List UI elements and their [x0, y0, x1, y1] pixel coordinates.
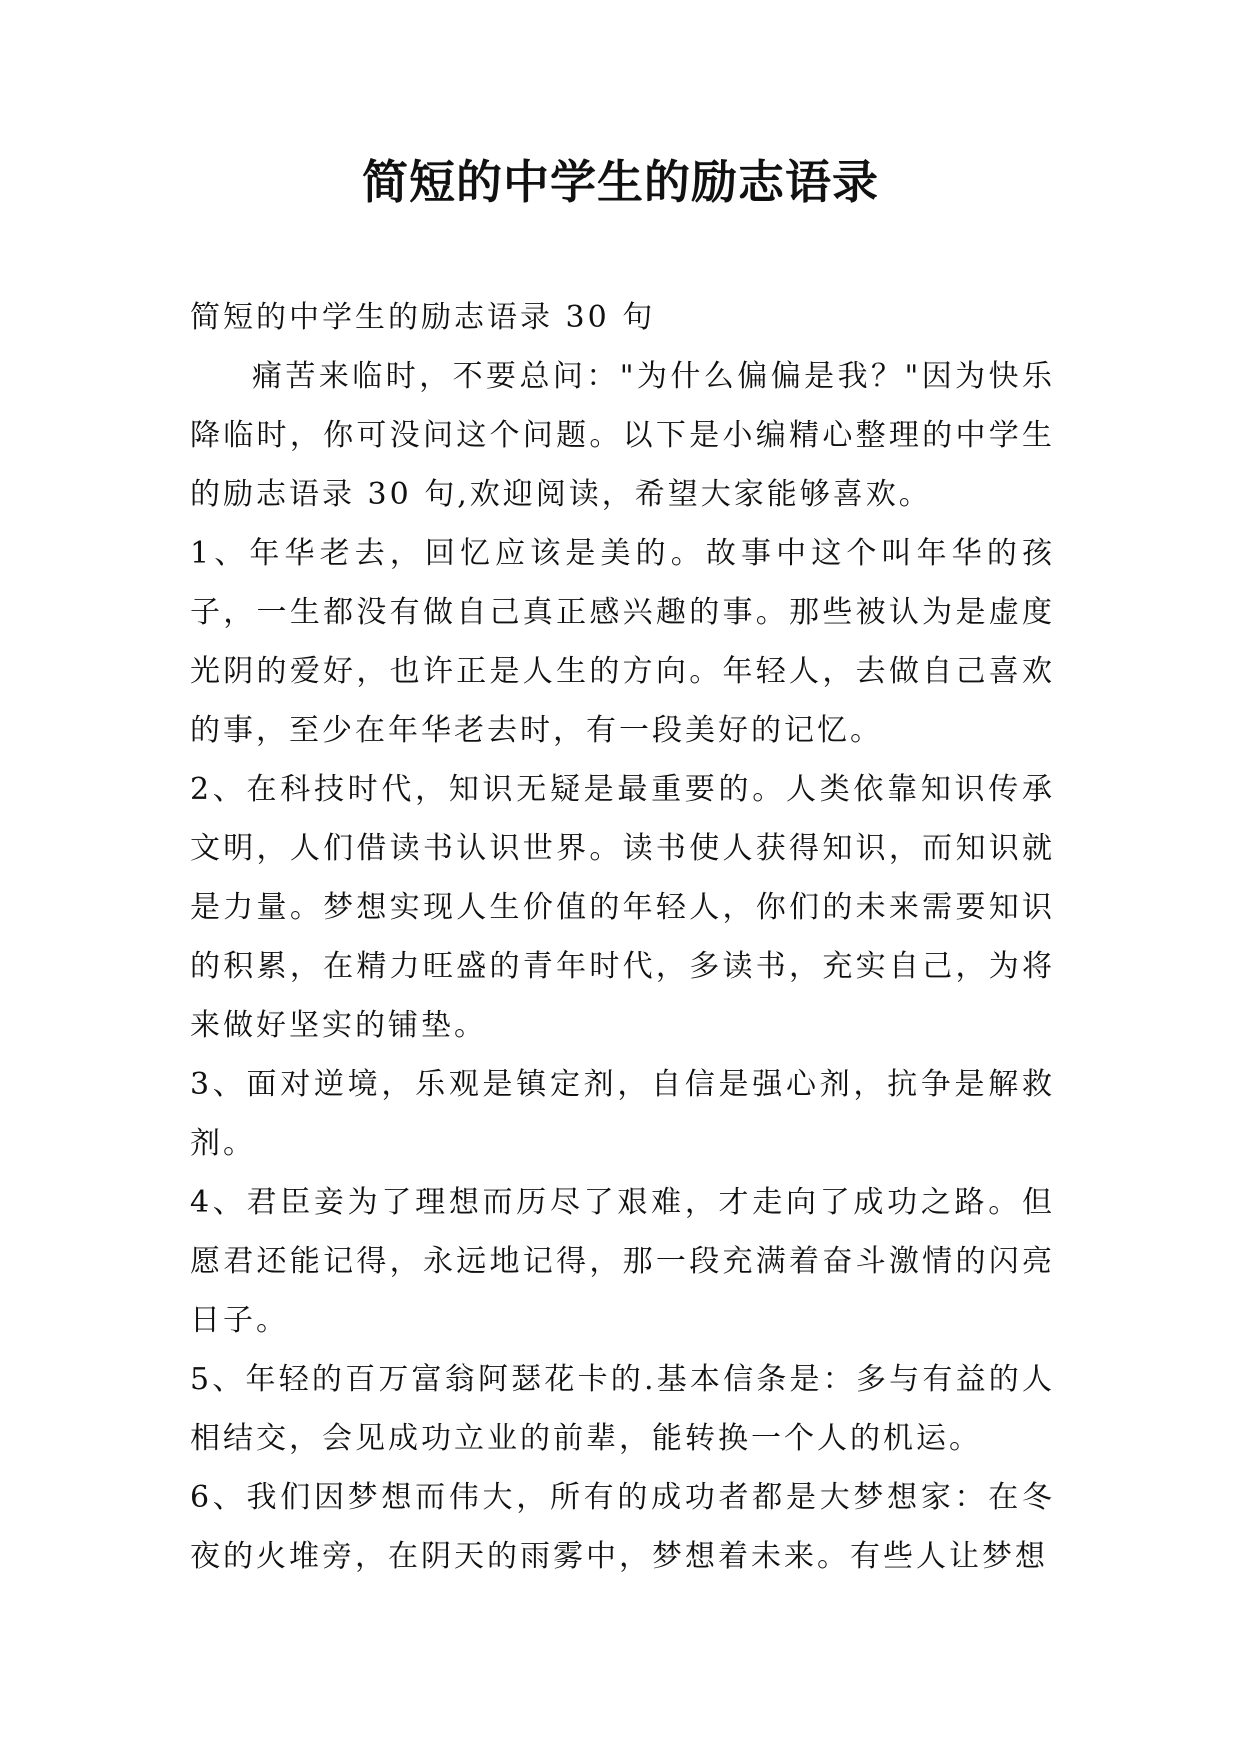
document-body	[190, 288, 1055, 1586]
quote-paragraph-2: 2、在科技时代，知识无疑是最重要的。人类依靠知识传承文明，人们借读书认识世界。读书使人获得知识，而知识就是力量。梦想实现人生价值的年轻人，你们的未来需要知识的积累，在精力旺盛的青年时代，多读书，充实自己，为将来做好坚实的铺垫。	[190, 772, 1055, 1043]
intro-paragraph: 痛苦来临时，不要总问："为什么偏偏是我？"因为快乐降临时，你可没问这个问题。以下是小编精心整理的中学生的励志语录 30 句,欢迎阅读，希望大家能够喜欢。	[190, 359, 1055, 512]
quote-paragraph-4: 4、君臣妾为了理想而历尽了艰难，才走向了成功之路。但愿君还能记得，永远地记得，那一段充满着奋斗激情的闪亮日子。	[190, 1185, 1055, 1338]
quote-paragraph-1: 1、年华老去，回忆应该是美的。故事中这个叫年华的孩子，一生都没有做自己真正感兴趣的事。那些被认为是虚度光阴的爱好，也许正是人生的方向。年轻人，去做自己喜欢的事，至少在年华老去时，有一段美好的记忆。	[190, 536, 1055, 748]
document-title: 简短的中学生的励志语录	[362, 155, 879, 209]
subtitle-paragraph: 简短的中学生的励志语录 30 句	[190, 300, 656, 335]
quote-paragraph-5: 5、年轻的百万富翁阿瑟花卡的.基本信条是：多与有益的人相结交，会见成功立业的前辈，能转换一个人的机运。	[190, 1362, 1055, 1456]
quote-paragraph-6: 6、我们因梦想而伟大，所有的成功者都是大梦想家：在冬夜的火堆旁，在阴天的雨雾中，梦想着未来。有些人让梦想	[190, 1480, 1055, 1574]
quote-paragraph-3: 3、面对逆境，乐观是镇定剂，自信是强心剂，抗争是解救剂。	[190, 1067, 1055, 1161]
